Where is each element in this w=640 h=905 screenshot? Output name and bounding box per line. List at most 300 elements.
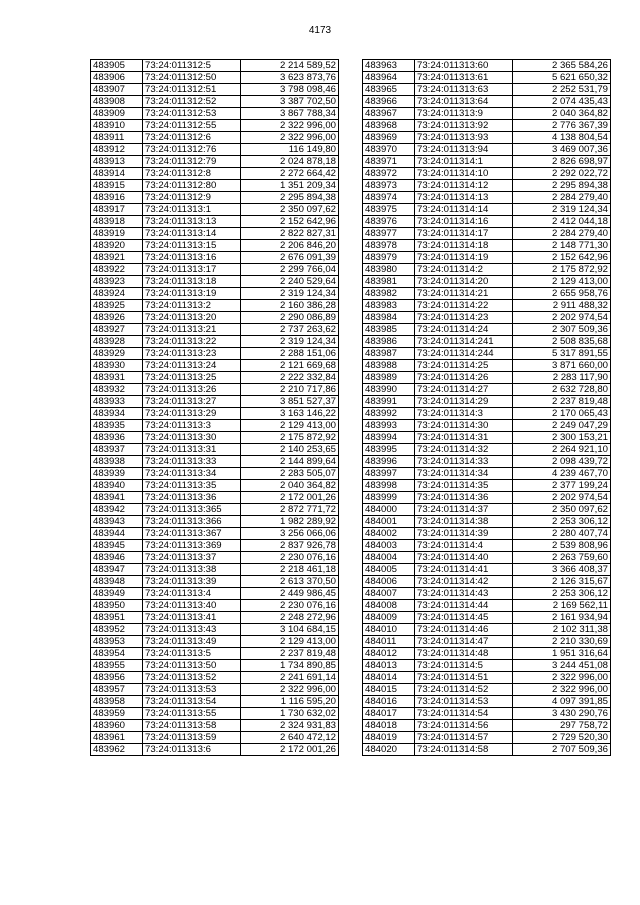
row-number-cell: 483918 (91, 216, 143, 228)
value-cell: 2 248 272,96 (241, 612, 339, 624)
row-number-cell: 483950 (91, 600, 143, 612)
table-row (91, 456, 339, 468)
table-row (91, 660, 339, 672)
value-cell: 2 539 808,96 (513, 540, 611, 552)
row-number-cell: 483992 (363, 408, 415, 420)
cadastral-number-cell: 73:24:011314:12 (415, 180, 513, 192)
table-row (363, 336, 611, 348)
cadastral-number-cell: 73:24:011313:3 (143, 420, 241, 432)
value-cell: 2 776 367,39 (513, 120, 611, 132)
value-cell: 1 730 632,02 (241, 708, 339, 720)
row-number-cell: 483973 (363, 180, 415, 192)
table-row (91, 360, 339, 372)
cadastral-number-cell: 73:24:011313:40 (143, 600, 241, 612)
cadastral-number-cell: 73:24:011312:55 (143, 120, 241, 132)
table-row (363, 264, 611, 276)
row-number-cell: 483909 (91, 108, 143, 120)
row-number-cell: 484011 (363, 636, 415, 648)
cadastral-number-cell: 73:24:011313:93 (415, 132, 513, 144)
row-number-cell: 483947 (91, 564, 143, 576)
table-row (91, 552, 339, 564)
value-cell: 2 322 996,00 (241, 684, 339, 696)
cadastral-number-cell: 73:24:011313:63 (415, 84, 513, 96)
row-number-cell: 484014 (363, 672, 415, 684)
row-number-cell: 483931 (91, 372, 143, 384)
row-number-cell: 484020 (363, 744, 415, 756)
cadastral-number-cell: 73:24:011314:24 (415, 324, 513, 336)
row-number-cell: 483952 (91, 624, 143, 636)
cadastral-number-cell: 73:24:011313:50 (143, 660, 241, 672)
row-number-cell: 483998 (363, 480, 415, 492)
value-cell: 2 412 044,18 (513, 216, 611, 228)
value-cell: 2 911 488,32 (513, 300, 611, 312)
table-row (91, 432, 339, 444)
row-number-cell: 483965 (363, 84, 415, 96)
row-number-cell: 483926 (91, 312, 143, 324)
value-cell: 2 676 091,39 (241, 252, 339, 264)
cadastral-number-cell: 73:24:011314:37 (415, 504, 513, 516)
row-number-cell: 483993 (363, 420, 415, 432)
table-row (91, 60, 339, 72)
row-number-cell: 483954 (91, 648, 143, 660)
table-row (363, 468, 611, 480)
cadastral-number-cell: 73:24:011314:46 (415, 624, 513, 636)
value-cell: 2 024 878,18 (241, 156, 339, 168)
cadastral-number-cell: 73:24:011314:1 (415, 156, 513, 168)
row-number-cell: 483972 (363, 168, 415, 180)
cadastral-number-cell: 73:24:011314:20 (415, 276, 513, 288)
value-cell: 4 138 804,54 (513, 132, 611, 144)
value-cell: 2 074 435,43 (513, 96, 611, 108)
value-cell: 5 621 650,32 (513, 72, 611, 84)
table-row (363, 588, 611, 600)
value-cell: 2 237 819,48 (241, 648, 339, 660)
value-cell: 2 707 509,36 (513, 744, 611, 756)
row-number-cell: 483940 (91, 480, 143, 492)
table-row (363, 480, 611, 492)
row-number-cell: 483907 (91, 84, 143, 96)
cadastral-number-cell: 73:24:011312:51 (143, 84, 241, 96)
cadastral-number-cell: 73:24:011313:59 (143, 732, 241, 744)
value-cell: 116 149,80 (241, 144, 339, 156)
table-row (91, 204, 339, 216)
table-row (91, 144, 339, 156)
table-row (91, 180, 339, 192)
value-cell: 2 172 001,26 (241, 492, 339, 504)
table-row (91, 480, 339, 492)
value-cell: 2 175 872,92 (241, 432, 339, 444)
table-row (363, 180, 611, 192)
value-cell: 2 300 153,21 (513, 432, 611, 444)
table-row (91, 720, 339, 732)
table-row (363, 228, 611, 240)
table-row (363, 432, 611, 444)
row-number-cell: 484008 (363, 600, 415, 612)
table-row (363, 660, 611, 672)
cadastral-number-cell: 73:24:011313:9 (415, 108, 513, 120)
table-row (363, 324, 611, 336)
row-number-cell: 484016 (363, 696, 415, 708)
row-number-cell: 483979 (363, 252, 415, 264)
row-number-cell: 483916 (91, 192, 143, 204)
value-cell: 2 822 827,31 (241, 228, 339, 240)
value-cell: 2 350 097,62 (513, 504, 611, 516)
value-cell: 2 322 996,00 (513, 684, 611, 696)
table-row (363, 708, 611, 720)
cadastral-number-cell: 73:24:011313:13 (143, 216, 241, 228)
cadastral-number-cell: 73:24:011314:51 (415, 672, 513, 684)
cadastral-number-cell: 73:24:011313:6 (143, 744, 241, 756)
row-number-cell: 483908 (91, 96, 143, 108)
cadastral-number-cell: 73:24:011313:15 (143, 240, 241, 252)
row-number-cell: 483953 (91, 636, 143, 648)
row-number-cell: 483919 (91, 228, 143, 240)
value-cell: 2 210 330,69 (513, 636, 611, 648)
value-cell: 2 230 076,16 (241, 600, 339, 612)
value-cell: 3 104 684,15 (241, 624, 339, 636)
table-row (91, 252, 339, 264)
value-cell: 2 272 664,42 (241, 168, 339, 180)
row-number-cell: 483964 (363, 72, 415, 84)
cadastral-number-cell: 73:24:011314:40 (415, 552, 513, 564)
value-cell: 2 299 766,04 (241, 264, 339, 276)
cadastral-number-cell: 73:24:011313:31 (143, 444, 241, 456)
row-number-cell: 483955 (91, 660, 143, 672)
row-number-cell: 483932 (91, 384, 143, 396)
value-cell: 2 290 086,89 (241, 312, 339, 324)
row-number-cell: 483983 (363, 300, 415, 312)
row-number-cell: 483951 (91, 612, 143, 624)
value-cell: 2 280 407,74 (513, 528, 611, 540)
cadastral-number-cell: 73:24:011313:34 (143, 468, 241, 480)
cadastral-number-cell: 73:24:011313:37 (143, 552, 241, 564)
cadastral-number-cell: 73:24:011313:27 (143, 396, 241, 408)
row-number-cell: 483985 (363, 324, 415, 336)
table-row (91, 300, 339, 312)
cadastral-number-cell: 73:24:011313:2 (143, 300, 241, 312)
row-number-cell: 483928 (91, 336, 143, 348)
table-row (91, 708, 339, 720)
cadastral-number-cell: 73:24:011312:76 (143, 144, 241, 156)
value-cell: 3 851 527,37 (241, 396, 339, 408)
row-number-cell: 484005 (363, 564, 415, 576)
row-number-cell: 483984 (363, 312, 415, 324)
row-number-cell: 483936 (91, 432, 143, 444)
cadastral-number-cell: 73:24:011314:241 (415, 336, 513, 348)
cadastral-number-cell: 73:24:011313:365 (143, 504, 241, 516)
value-cell: 2 202 974,54 (513, 312, 611, 324)
table-row (363, 456, 611, 468)
row-number-cell: 484013 (363, 660, 415, 672)
row-number-cell: 483917 (91, 204, 143, 216)
row-number-cell: 483914 (91, 168, 143, 180)
value-cell: 2 837 926,78 (241, 540, 339, 552)
cadastral-number-cell: 73:24:011312:8 (143, 168, 241, 180)
cadastral-number-cell: 73:24:011314:18 (415, 240, 513, 252)
value-cell: 5 317 891,55 (513, 348, 611, 360)
table-row (363, 396, 611, 408)
cadastral-number-cell: 73:24:011314:31 (415, 432, 513, 444)
row-number-cell: 483989 (363, 372, 415, 384)
value-cell: 3 430 290,76 (513, 708, 611, 720)
page-number: 4173 (308, 25, 332, 36)
value-cell: 2 170 065,43 (513, 408, 611, 420)
table-row (91, 384, 339, 396)
cadastral-number-cell: 73:24:011313:55 (143, 708, 241, 720)
table-row (91, 648, 339, 660)
value-cell: 2 377 199,24 (513, 480, 611, 492)
cadastral-number-cell: 73:24:011314:21 (415, 288, 513, 300)
cadastral-number-cell: 73:24:011314:34 (415, 468, 513, 480)
value-cell: 2 632 728,80 (513, 384, 611, 396)
cadastral-number-cell: 73:24:011314:13 (415, 192, 513, 204)
row-number-cell: 483943 (91, 516, 143, 528)
cadastral-number-cell: 73:24:011314:4 (415, 540, 513, 552)
table-row (363, 720, 611, 732)
table-row (91, 624, 339, 636)
table-row (363, 240, 611, 252)
value-cell: 2 292 022,72 (513, 168, 611, 180)
table-row (91, 240, 339, 252)
value-cell: 2 640 472,12 (241, 732, 339, 744)
table-row (91, 348, 339, 360)
row-number-cell: 483934 (91, 408, 143, 420)
cadastral-number-cell: 73:24:011314:32 (415, 444, 513, 456)
cadastral-number-cell: 73:24:011314:5 (415, 660, 513, 672)
cadastral-number-cell: 73:24:011314:39 (415, 528, 513, 540)
row-number-cell: 484007 (363, 588, 415, 600)
row-number-cell: 483957 (91, 684, 143, 696)
value-cell: 2 152 642,96 (241, 216, 339, 228)
row-number-cell: 483933 (91, 396, 143, 408)
table-row (363, 384, 611, 396)
value-cell: 2 121 669,68 (241, 360, 339, 372)
table-row (91, 444, 339, 456)
cadastral-number-cell: 73:24:011314:43 (415, 588, 513, 600)
value-cell: 1 951 316,64 (513, 648, 611, 660)
table-row (91, 564, 339, 576)
row-number-cell: 483921 (91, 252, 143, 264)
value-cell: 4 239 467,70 (513, 468, 611, 480)
cadastral-number-cell: 73:24:011313:26 (143, 384, 241, 396)
table-row (363, 564, 611, 576)
row-number-cell: 484012 (363, 648, 415, 660)
cadastral-number-cell: 73:24:011313:25 (143, 372, 241, 384)
row-number-cell: 483969 (363, 132, 415, 144)
cadastral-number-cell: 73:24:011312:5 (143, 60, 241, 72)
row-number-cell: 483939 (91, 468, 143, 480)
row-number-cell: 484009 (363, 612, 415, 624)
table-row (91, 372, 339, 384)
row-number-cell: 483911 (91, 132, 143, 144)
cadastral-table-left (90, 59, 339, 756)
value-cell: 1 734 890,85 (241, 660, 339, 672)
cadastral-number-cell: 73:24:011314:2 (415, 264, 513, 276)
row-number-cell: 484004 (363, 552, 415, 564)
value-cell: 2 322 996,00 (241, 120, 339, 132)
row-number-cell: 484000 (363, 504, 415, 516)
cadastral-number-cell: 73:24:011314:58 (415, 744, 513, 756)
row-number-cell: 483988 (363, 360, 415, 372)
table-row (363, 492, 611, 504)
table-row (91, 312, 339, 324)
table-row (363, 72, 611, 84)
value-cell: 2 283 505,07 (241, 468, 339, 480)
cadastral-number-cell: 73:24:011314:17 (415, 228, 513, 240)
cadastral-number-cell: 73:24:011314:45 (415, 612, 513, 624)
row-number-cell: 483924 (91, 288, 143, 300)
value-cell: 2 152 642,96 (513, 252, 611, 264)
value-cell: 3 387 702,50 (241, 96, 339, 108)
value-cell: 2 322 996,00 (241, 132, 339, 144)
value-cell: 2 253 306,12 (513, 516, 611, 528)
row-number-cell: 483962 (91, 744, 143, 756)
cadastral-number-cell: 73:24:011314:3 (415, 408, 513, 420)
value-cell: 2 222 332,84 (241, 372, 339, 384)
value-cell: 2 240 529,64 (241, 276, 339, 288)
value-cell: 2 655 958,76 (513, 288, 611, 300)
cadastral-number-cell: 73:24:011313:1 (143, 204, 241, 216)
cadastral-number-cell: 73:24:011313:36 (143, 492, 241, 504)
row-number-cell: 484003 (363, 540, 415, 552)
cadastral-number-cell: 73:24:011312:79 (143, 156, 241, 168)
value-cell: 2 826 698,97 (513, 156, 611, 168)
table-row (91, 276, 339, 288)
table-row (363, 60, 611, 72)
table-row (91, 396, 339, 408)
value-cell: 2 218 461,18 (241, 564, 339, 576)
cadastral-number-cell: 73:24:011314:52 (415, 684, 513, 696)
cadastral-number-cell: 73:24:011314:56 (415, 720, 513, 732)
table-row (91, 468, 339, 480)
cadastral-number-cell: 73:24:011312:9 (143, 192, 241, 204)
row-number-cell: 483963 (363, 60, 415, 72)
table-row (363, 348, 611, 360)
value-cell: 2 175 872,92 (513, 264, 611, 276)
cadastral-number-cell: 73:24:011314:30 (415, 420, 513, 432)
value-cell: 3 256 066,06 (241, 528, 339, 540)
cadastral-number-cell: 73:24:011312:80 (143, 180, 241, 192)
cadastral-number-cell: 73:24:011314:35 (415, 480, 513, 492)
row-number-cell: 483941 (91, 492, 143, 504)
row-number-cell: 483990 (363, 384, 415, 396)
row-number-cell: 483978 (363, 240, 415, 252)
table-row (363, 216, 611, 228)
row-number-cell: 484017 (363, 708, 415, 720)
row-number-cell: 483968 (363, 120, 415, 132)
table-row (363, 600, 611, 612)
value-cell: 2 202 974,54 (513, 492, 611, 504)
row-number-cell: 483910 (91, 120, 143, 132)
cadastral-number-cell: 73:24:011314:53 (415, 696, 513, 708)
table-row (363, 732, 611, 744)
cadastral-number-cell: 73:24:011313:4 (143, 588, 241, 600)
cadastral-number-cell: 73:24:011313:369 (143, 540, 241, 552)
table-row (91, 600, 339, 612)
table-row (91, 324, 339, 336)
table-row (363, 132, 611, 144)
value-cell: 2 161 934,94 (513, 612, 611, 624)
value-cell: 2 129 413,00 (513, 276, 611, 288)
table-row (91, 492, 339, 504)
row-number-cell: 483948 (91, 576, 143, 588)
table-row (363, 252, 611, 264)
cadastral-number-cell: 73:24:011314:22 (415, 300, 513, 312)
value-cell: 2 872 771,72 (241, 504, 339, 516)
cadastral-number-cell: 73:24:011314:29 (415, 396, 513, 408)
value-cell: 2 253 306,12 (513, 588, 611, 600)
cadastral-number-cell: 73:24:011313:16 (143, 252, 241, 264)
value-cell: 3 867 788,34 (241, 108, 339, 120)
table-row (91, 264, 339, 276)
table-row (363, 360, 611, 372)
value-cell: 1 351 209,34 (241, 180, 339, 192)
cadastral-number-cell: 73:24:011314:26 (415, 372, 513, 384)
table-row (363, 108, 611, 120)
cadastral-number-cell: 73:24:011313:52 (143, 672, 241, 684)
table-row (91, 84, 339, 96)
table-row (363, 300, 611, 312)
value-cell: 2 210 717,86 (241, 384, 339, 396)
cadastral-number-cell: 73:24:011314:16 (415, 216, 513, 228)
value-cell: 2 737 263,62 (241, 324, 339, 336)
row-number-cell: 484015 (363, 684, 415, 696)
value-cell: 2 249 047,29 (513, 420, 611, 432)
row-number-cell: 483905 (91, 60, 143, 72)
row-number-cell: 483977 (363, 228, 415, 240)
row-number-cell: 483999 (363, 492, 415, 504)
value-cell: 2 144 899,64 (241, 456, 339, 468)
row-number-cell: 483997 (363, 468, 415, 480)
value-cell: 2 508 835,68 (513, 336, 611, 348)
table-row (363, 516, 611, 528)
cadastral-number-cell: 73:24:011313:33 (143, 456, 241, 468)
cadastral-number-cell: 73:24:011314:48 (415, 648, 513, 660)
table-row (91, 120, 339, 132)
value-cell: 2 140 253,65 (241, 444, 339, 456)
table-row (91, 672, 339, 684)
value-cell: 2 283 117,90 (513, 372, 611, 384)
table-row (363, 372, 611, 384)
value-cell: 3 798 098,46 (241, 84, 339, 96)
row-number-cell: 483906 (91, 72, 143, 84)
table-row (363, 672, 611, 684)
value-cell: 2 160 386,28 (241, 300, 339, 312)
cadastral-number-cell: 73:24:011314:54 (415, 708, 513, 720)
cadastral-number-cell: 73:24:011314:57 (415, 732, 513, 744)
table-row (363, 696, 611, 708)
table-row (91, 528, 339, 540)
cadastral-number-cell: 73:24:011313:20 (143, 312, 241, 324)
cadastral-number-cell: 73:24:011313:30 (143, 432, 241, 444)
value-cell: 2 102 311,38 (513, 624, 611, 636)
row-number-cell: 483991 (363, 396, 415, 408)
cadastral-number-cell: 73:24:011313:23 (143, 348, 241, 360)
value-cell: 2 230 076,16 (241, 552, 339, 564)
table-row (363, 168, 611, 180)
cadastral-number-cell: 73:24:011313:94 (415, 144, 513, 156)
cadastral-number-cell: 73:24:011312:50 (143, 72, 241, 84)
table-row (363, 684, 611, 696)
cadastral-number-cell: 73:24:011314:33 (415, 456, 513, 468)
cadastral-number-cell: 73:24:011313:64 (415, 96, 513, 108)
row-number-cell: 483923 (91, 276, 143, 288)
cadastral-number-cell: 73:24:011314:244 (415, 348, 513, 360)
row-number-cell: 483960 (91, 720, 143, 732)
value-cell: 2 126 315,67 (513, 576, 611, 588)
value-cell: 2 172 001,26 (241, 744, 339, 756)
cadastral-number-cell: 73:24:011313:19 (143, 288, 241, 300)
